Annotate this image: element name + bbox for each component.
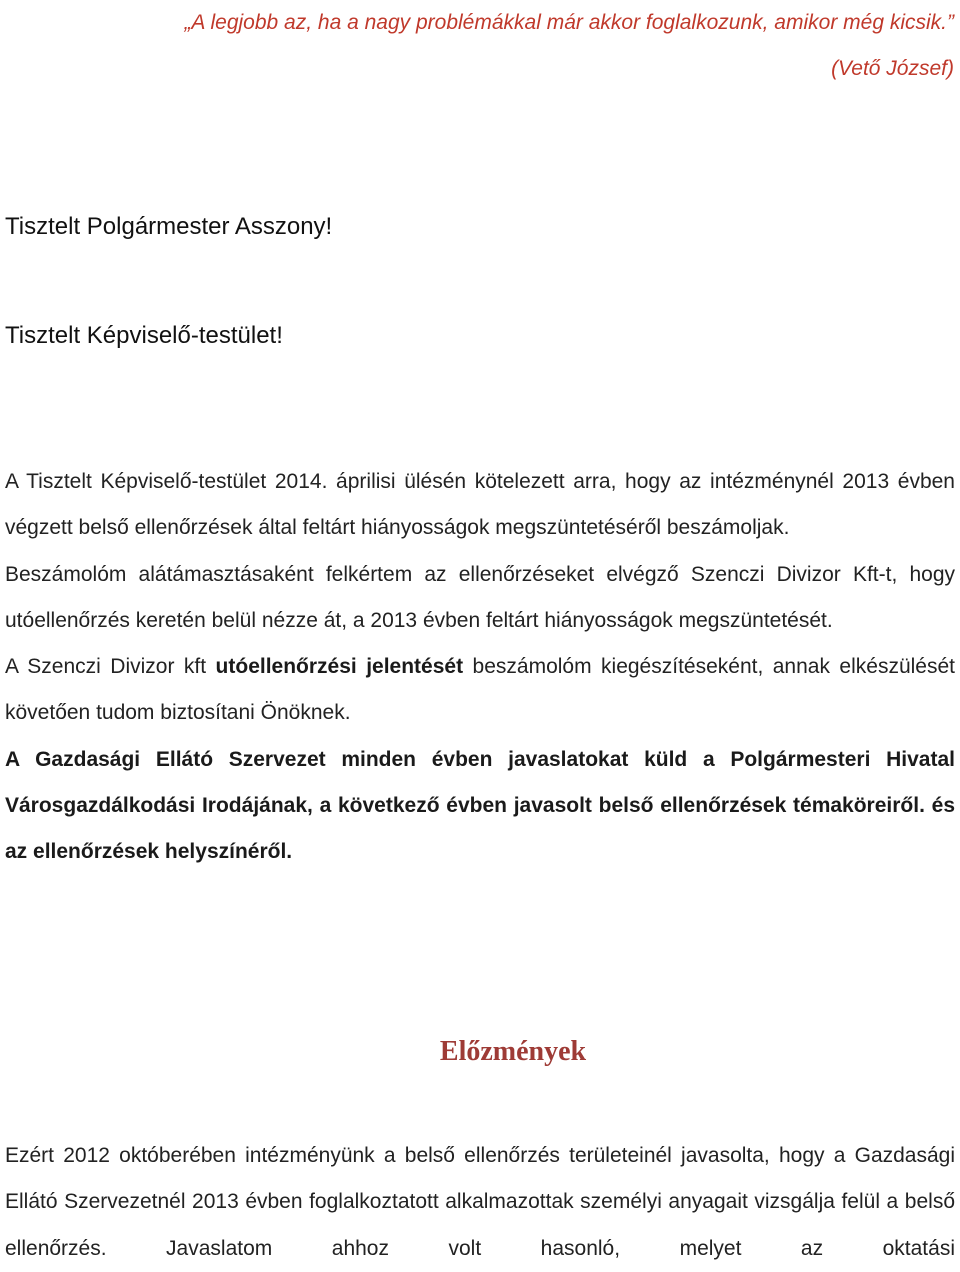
section-paragraph: Ezért 2012 októberében intézményünk a belső ellenőrzés területeinél javasolta, hogy a Gazdasági Ellátó Szervezetnél 2013 évben foglalkoztatott alkalmazottak személyi anyagait vizsgálja felül a belső ellenőrzés. Javaslatom ahhoz volt hasonló, melyet az oktatási — [5, 1144, 955, 1260]
paragraph-report-start: A Szenczi Divizor kft — [5, 655, 216, 679]
report-body — [5, 459, 955, 876]
quote-text: „A legjobb az, ha a nagy problémákkal már akkor foglalkozunk, amikor még kicsik.” — [184, 11, 954, 34]
salutation-council: Tisztelt Képviselő-testület! — [5, 322, 283, 349]
salutation-mayor: Tisztelt Polgármester Asszony! — [5, 213, 333, 240]
quote-author: (Vető József) — [831, 57, 954, 80]
epigraph-quote — [4, 0, 954, 92]
paragraph-request: Beszámolóm alátámasztásaként felkértem az ellenőrzéseket elvégző Szenczi Divizor Kft-t, hogy utóellenőrzés keretén belül nézze át, a 2013 évben feltárt hiányosságok megszüntetését. — [5, 562, 955, 632]
paragraph-obligation: A Tisztelt Képviselő-testület 2014. áprilisi ülésén kötelezett arra, hogy az intézménynél 2013 évben végzett belső ellenőrzések által feltárt hiányosságok megszüntetéséről beszámoljak. — [5, 470, 955, 540]
paragraph-report-emphasis: utóellenőrzési jelentését — [215, 655, 464, 679]
paragraph-report-end: beszámolóm kiegészítéseként, annak elkészülését követően tudom biztosítani Önöknek. — [5, 655, 955, 725]
paragraph-proposals-text: A Gazdasági Ellátó Szervezet minden évben javaslatokat küld a Polgármesteri Hivatal Városgazdálkodási Irodájának, a következő évben javasolt belső ellenőrzések témaköreiről. és az ellenőrzések helyszínéről. — [5, 747, 955, 864]
section-body — [5, 1133, 955, 1272]
section-heading: Előzmények — [439, 1036, 587, 1067]
paragraph-proposals — [5, 737, 955, 876]
paragraph-report — [5, 644, 955, 737]
